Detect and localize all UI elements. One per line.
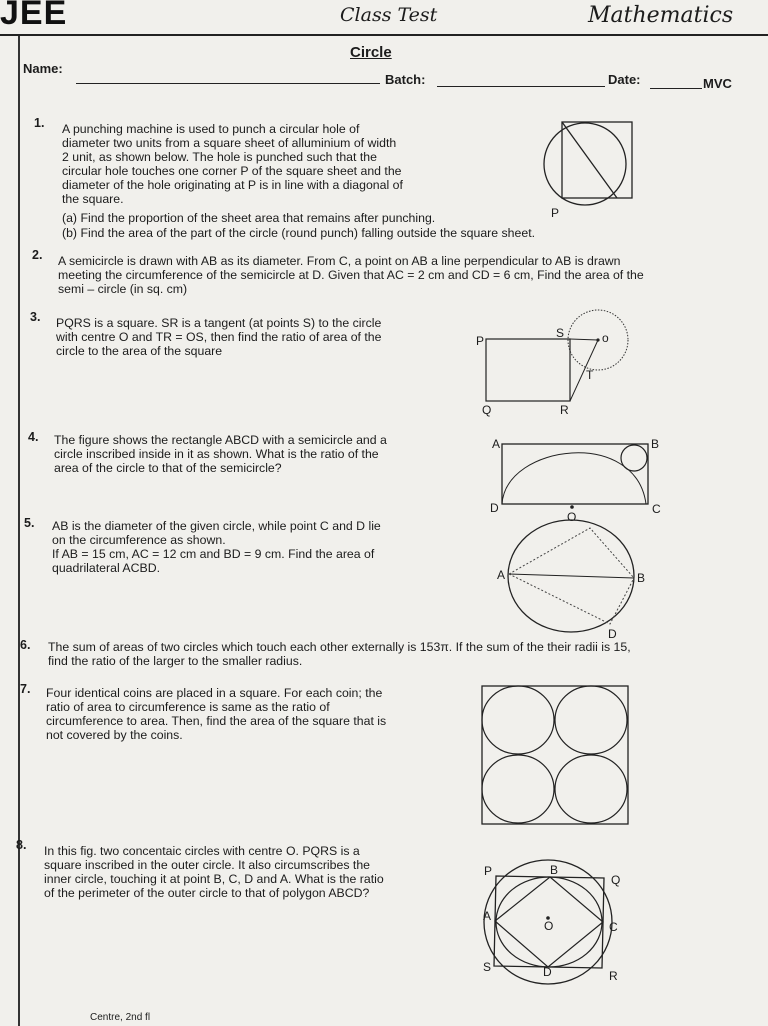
question-2-text: A semicircle is drawn with AB as its diameter. From C, a point on AB a line perpendicular to AB is drawn meeting the circumference of the semicircle at D. Given that AC = 2 cm and CD = 6 cm, Find the area of the semi – circle (in sq. cm) (58, 254, 644, 296)
question-4-figure (486, 434, 666, 526)
label-r: R (609, 969, 618, 983)
question-7-text: Four identical coins are placed in a square. For each coin; the ratio of area to circumference is same as the ratio of circumference to area. Then, find the area of the square that is not covered by the coins. (46, 686, 387, 742)
label-q: Q (482, 403, 492, 417)
label-o: o (602, 331, 609, 345)
centre-point (596, 338, 599, 341)
label-c: C (652, 502, 661, 516)
coin-bottom-right (555, 755, 627, 823)
label-a: A (483, 909, 492, 923)
label-b: B (550, 863, 559, 877)
footer-text: Centre, 2nd fl (90, 1012, 151, 1023)
batch-field-line (437, 86, 605, 87)
line-r-to-o (570, 340, 598, 401)
label-o: O (544, 919, 554, 933)
batch-label: Batch: (385, 72, 426, 87)
question-3-number: 3. (30, 310, 41, 324)
question-4-number: 4. (28, 430, 39, 444)
label-s: S (483, 960, 492, 974)
label-p: P (476, 334, 485, 348)
question-5-figure (492, 520, 662, 642)
diameter-ab (509, 574, 634, 578)
question-3-text: PQRS is a square. SR is a tangent (at points S) to the circle with centre O and TR = OS, then find the ratio of area of the circle to the area of the square (56, 316, 382, 358)
date-field-line (650, 88, 702, 89)
subject-title: Mathematics (588, 3, 734, 28)
question-8-figure (480, 852, 630, 987)
question-1-part-b: (b) Find the area of the part of the circle (round punch) falling outside the square sheet. (62, 226, 536, 240)
outer-square (482, 686, 628, 824)
label-a: A (497, 568, 506, 582)
question-8-number: 8. (16, 838, 27, 852)
label-d: D (543, 965, 552, 979)
coin-top-right (555, 686, 627, 754)
question-6-text: The sum of areas of two circles which touch each other externally is 153π. If the sum of the their radii is 15, find the ratio of the larger to the smaller radius. (48, 640, 631, 668)
question-5-text: AB is the diameter of the given circle, while point C and D lie on the circumference as shown. If AB = 15 cm, AC = 12 cm and BD = 9 cm. Find the area of quadrilateral ACBD. (52, 519, 381, 575)
label-c: C (609, 920, 618, 934)
tangent-line (570, 339, 598, 340)
label-d: D (608, 627, 617, 641)
label-r: R (560, 403, 569, 417)
question-7-figure (480, 684, 630, 826)
coin-bottom-left (482, 755, 554, 823)
question-4-text: The figure shows the rectangle ABCD with a semicircle and a circle inscribed inside in it as shown. What is the ratio of the area of the circle to that of the semicircle? (54, 433, 387, 475)
label-b: B (651, 437, 660, 451)
header-rule (0, 34, 768, 36)
question-5-number: 5. (24, 516, 35, 530)
question-7-number: 7. (20, 682, 31, 696)
logo: JEE (0, 0, 68, 32)
label-o: O (567, 510, 577, 524)
label-p: P (484, 864, 493, 878)
label-q: Q (611, 873, 621, 887)
name-field-line (76, 83, 380, 84)
question-1-part-a: (a) Find the proportion of the sheet area that remains after punching. (62, 211, 436, 225)
class-code: MVC (703, 76, 732, 91)
label-a: A (492, 437, 501, 451)
coin-top-left (482, 686, 554, 754)
label-p: P (551, 206, 560, 220)
test-title: Class Test (340, 4, 438, 26)
small-inscribed-circle (621, 445, 647, 471)
name-label: Name: (23, 61, 63, 76)
topic-title: Circle (350, 44, 392, 61)
label-b: B (637, 571, 646, 585)
label-t: T (586, 368, 594, 382)
date-label: Date: (608, 72, 641, 87)
question-1-text: A punching machine is used to punch a circular hole of diameter two units from a square sheet of alluminium of width 2 unit, as shown below. The hole is punched such that the circular hole touches one corner P of the square sheet and the diameter of the hole originating at P is in line with a diagonal of the square. (62, 122, 403, 206)
label-d: D (490, 501, 499, 515)
question-3-figure (472, 308, 622, 418)
square-sheet (562, 122, 632, 198)
label-s: S (556, 326, 565, 340)
diagonal-line (562, 122, 617, 198)
question-1-figure (535, 118, 635, 222)
question-6-number: 6. (20, 638, 31, 652)
square-pqrs (486, 339, 570, 401)
semicircle-arc (502, 453, 646, 504)
question-1-number: 1. (34, 116, 45, 130)
margin-rule (18, 36, 20, 1026)
question-8-text: In this fig. two concentaic circles with centre O. PQRS is a square inscribed in the outer circle. It also circumscribes the inner circle, touching it at point B, C, D and A. What is the ratio of the perimeter of the outer circle to that of polygon ABCD? (44, 844, 384, 900)
centre-point (570, 505, 574, 509)
question-2-number: 2. (32, 248, 43, 262)
